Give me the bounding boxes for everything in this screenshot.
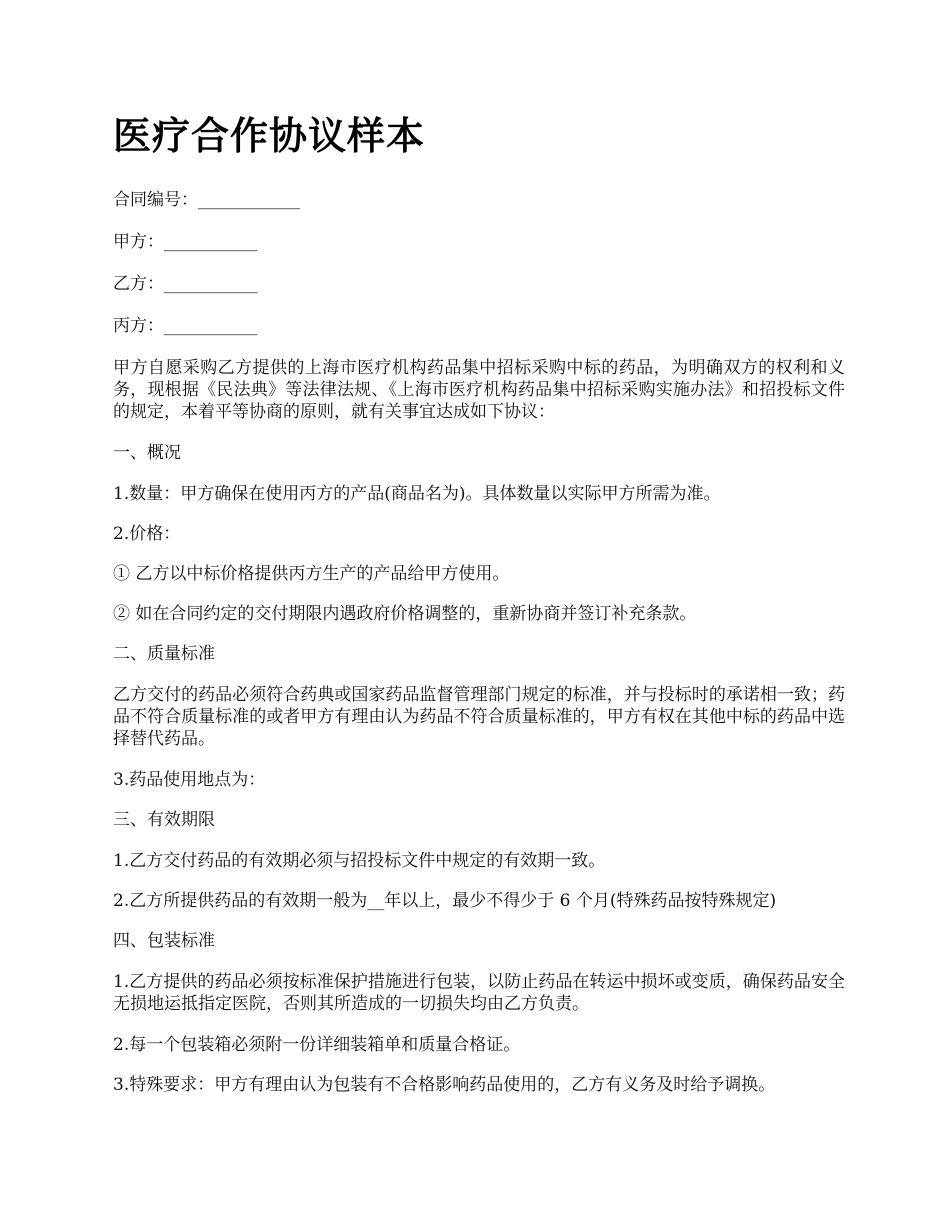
clause-quality-standard: 乙方交付的药品必须符合药典或国家药品监督管理部门规定的标准，并与投标时的承诺相一致；药品不符合质量标准的或者甲方有理由认为药品不符合质量标准的，甲方有权在其他中标的药品中选择替代药品。 [113,685,845,749]
clause-validity-1: 1.乙方交付药品的有效期必须与招投标文件中规定的有效期一致。 [113,851,606,871]
clause-price-item-1: ① 乙方以中标价格提供丙方生产的产品给甲方使用。 [113,564,510,584]
clause-quantity: 1.数量：甲方确保在使用丙方的产品(商品名为)。具体数量以实际甲方所需为准。 [113,484,721,504]
section-heading-packaging: 四、包装标准 [113,931,215,951]
party-a-field [113,231,845,253]
party-c-blank: ___________ [164,316,258,336]
contract-number-field [113,189,845,211]
contract-number-blank: ____________ [198,190,300,210]
clause-usage-location: 3.药品使用地点为： [113,770,266,790]
party-b-blank: ___________ [164,274,258,294]
intro-paragraph: 甲方自愿采购乙方提供的上海市医疗机构药品集中招标采购中标的药品，为明确双方的权利和义务，现根据《民法典》等法律法规、《上海市医疗机构药品集中招标采购实施办法》和招投标文件的规定，本着平等协商的原则，就有关事宜达成如下协议： [113,358,845,422]
party-c-field [113,315,845,337]
clause-packaging-3: 3.特殊要求：甲方有理由认为包装有不合格影响药品使用的，乙方有义务及时给予调换。 [113,1075,776,1095]
document-page [113,112,845,1114]
section-heading-quality: 二、质量标准 [113,644,215,664]
party-b-label: 乙方： [113,274,164,294]
clause-validity-2: 2.乙方所提供药品的有效期一般为__年以上，最少不得少于 6 个月(特殊药品按特殊规定) [113,891,777,911]
section-heading-validity: 三、有效期限 [113,810,215,830]
section-heading-overview: 一、概况 [113,443,181,463]
party-c-label: 丙方： [113,316,164,336]
party-a-blank: ___________ [164,232,258,252]
clause-price: 2.价格： [113,524,181,544]
party-b-field [113,273,845,295]
party-a-label: 甲方： [113,232,164,252]
clause-price-item-2: ② 如在合同约定的交付期限内遇政府价格调整的，重新协商并签订补充条款。 [113,604,697,624]
document-title: 医疗合作协议样本 [113,113,426,158]
clause-packaging-2: 2.每一个包装箱必须附一份详细装箱单和质量合格证。 [113,1035,521,1055]
contract-number-label: 合同编号： [113,190,198,210]
clause-packaging-1: 1.乙方提供的药品必须按标准保护措施进行包装，以防止药品在转运中损坏或变质，确保药品安全无损地运抵指定医院，否则其所造成的一切损失均由乙方负责。 [113,972,845,1014]
